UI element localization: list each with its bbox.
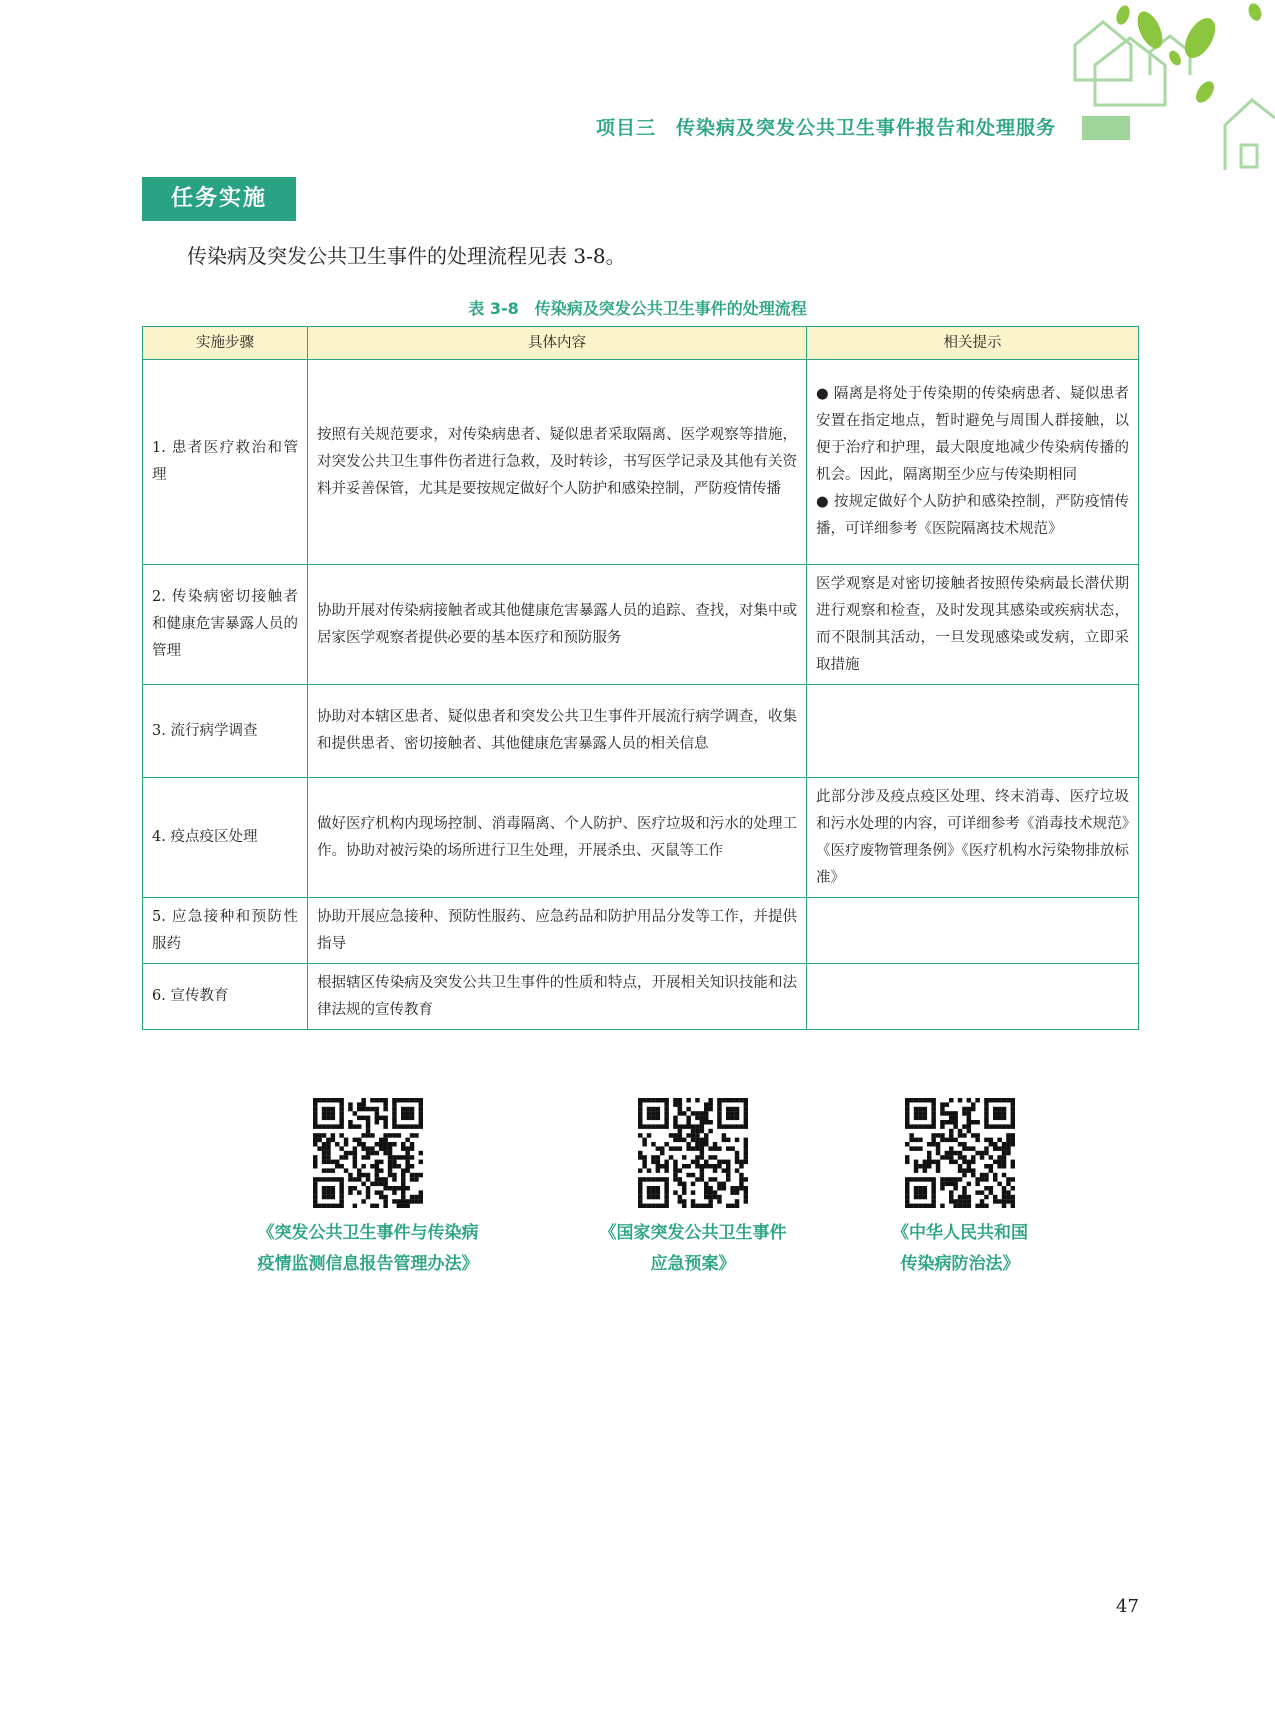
row-tips: 医学观察是对密切接触者按照传染病最长潜伏期进行观察和检查，及时发现其感染或疾病状态，而不限制其活动，一旦发现感染或发病，立即采取措施 — [807, 565, 1139, 685]
tip-text: 按规定做好个人防护和感染控制，严防疫情传播，可详细参考《医院隔离技术规范》 — [816, 494, 1130, 537]
table-row — [143, 964, 1139, 1030]
qr-label-line: 《中华人民共和国 — [892, 1223, 1028, 1243]
header-tips: 相关提示 — [807, 327, 1139, 360]
table-row — [143, 565, 1139, 685]
running-title: 项目三 传染病及突发公共卫生事件报告和处理服务 — [596, 117, 1057, 139]
qr-label-line: 疫情监测信息报告管理办法》 — [257, 1254, 479, 1274]
row-step: 3. 流行病学调查 — [143, 685, 308, 778]
row-step: 2. 传染病密切接触者和健康危害暴露人员的管理 — [143, 565, 308, 685]
tip-bullet — [816, 381, 1129, 489]
row-tips — [807, 898, 1139, 964]
qr-label-line: 《突发公共卫生事件与传染病 — [257, 1223, 479, 1243]
qr-label — [208, 1218, 528, 1280]
table-caption: 表 3-8 传染病及突发公共卫生事件的处理流程 — [468, 299, 807, 318]
row-tips — [807, 360, 1139, 565]
qr-block-prevention-law[interactable] — [800, 1098, 1120, 1280]
intro-paragraph: 传染病及突发公共卫生事件的处理流程见表 3-8。 — [187, 244, 626, 268]
page-number: 47 — [1116, 1596, 1139, 1617]
row-content: 做好医疗机构内现场控制、消毒隔离、个人防护、医疗垃圾和污水的处理工作。协助对被污染的场所进行卫生处理，开展杀虫、灭鼠等工作 — [308, 778, 807, 898]
table-row — [143, 778, 1139, 898]
table-row — [143, 898, 1139, 964]
qr-label — [800, 1218, 1120, 1280]
tip-text: 隔离是将处于传染期的传染病患者、疑似患者安置在指定地点，暂时避免与周围人群接触，以便于治疗和护理，最大限度地减少传染病传播的机会。因此，隔离期至少应与传染期相同 — [816, 386, 1130, 483]
qr-code-icon[interactable] — [638, 1098, 748, 1208]
qr-label-line: 传染病防治法》 — [900, 1254, 1020, 1274]
table-row — [143, 685, 1139, 778]
row-content: 协助对本辖区患者、疑似患者和突发公共卫生事件开展流行病学调查，收集和提供患者、密切接触者、其他健康危害暴露人员的相关信息 — [308, 685, 807, 778]
qr-block-monitoring[interactable] — [208, 1098, 528, 1280]
process-table — [142, 326, 1139, 1030]
tip-bullet — [816, 489, 1129, 543]
bullet-icon: ● — [816, 494, 829, 510]
qr-label-line: 《国家突发公共卫生事件 — [599, 1223, 787, 1243]
row-step: 5. 应急接种和预防性服药 — [143, 898, 308, 964]
row-content: 协助开展对传染病接触者或其他健康危害暴露人员的追踪、查找，对集中或居家医学观察者提供必要的基本医疗和预防服务 — [308, 565, 807, 685]
row-tips — [807, 685, 1139, 778]
qr-code-icon[interactable] — [313, 1098, 423, 1208]
row-content: 根据辖区传染病及突发公共卫生事件的性质和特点，开展相关知识技能和法律法规的宣传教育 — [308, 964, 807, 1030]
row-step: 6. 宣传教育 — [143, 964, 308, 1030]
bullet-icon: ● — [816, 386, 829, 402]
section-tag: 任务实施 — [142, 177, 296, 221]
row-step: 4. 疫点疫区处理 — [143, 778, 308, 898]
row-tips: 此部分涉及疫点疫区处理、终末消毒、医疗垃圾和污水处理的内容，可详细参考《消毒技术规范》《医疗废物管理条例》《医疗机构水污染物排放标准》 — [807, 778, 1139, 898]
row-content: 协助开展应急接种、预防性服药、应急药品和防护用品分发等工作，并提供指导 — [308, 898, 807, 964]
table-row — [143, 360, 1139, 565]
qr-code-icon[interactable] — [905, 1098, 1015, 1208]
row-step: 1. 患者医疗救治和管理 — [143, 360, 308, 565]
header-step: 实施步骤 — [143, 327, 308, 360]
houses-and-leaves-icon — [1055, 0, 1275, 175]
qr-label-line: 应急预案》 — [650, 1254, 736, 1274]
row-tips — [807, 964, 1139, 1030]
running-title-bar — [1082, 116, 1130, 140]
table-header-row — [143, 327, 1139, 360]
row-content: 按照有关规范要求，对传染病患者、疑似患者采取隔离、医学观察等措施，对突发公共卫生事件伤者进行急救，及时转诊，书写医学记录及其他有关资料并妥善保管，尤其是要按规定做好个人防护和感染控制，严防疫情传播 — [308, 360, 807, 565]
header-content: 具体内容 — [308, 327, 807, 360]
